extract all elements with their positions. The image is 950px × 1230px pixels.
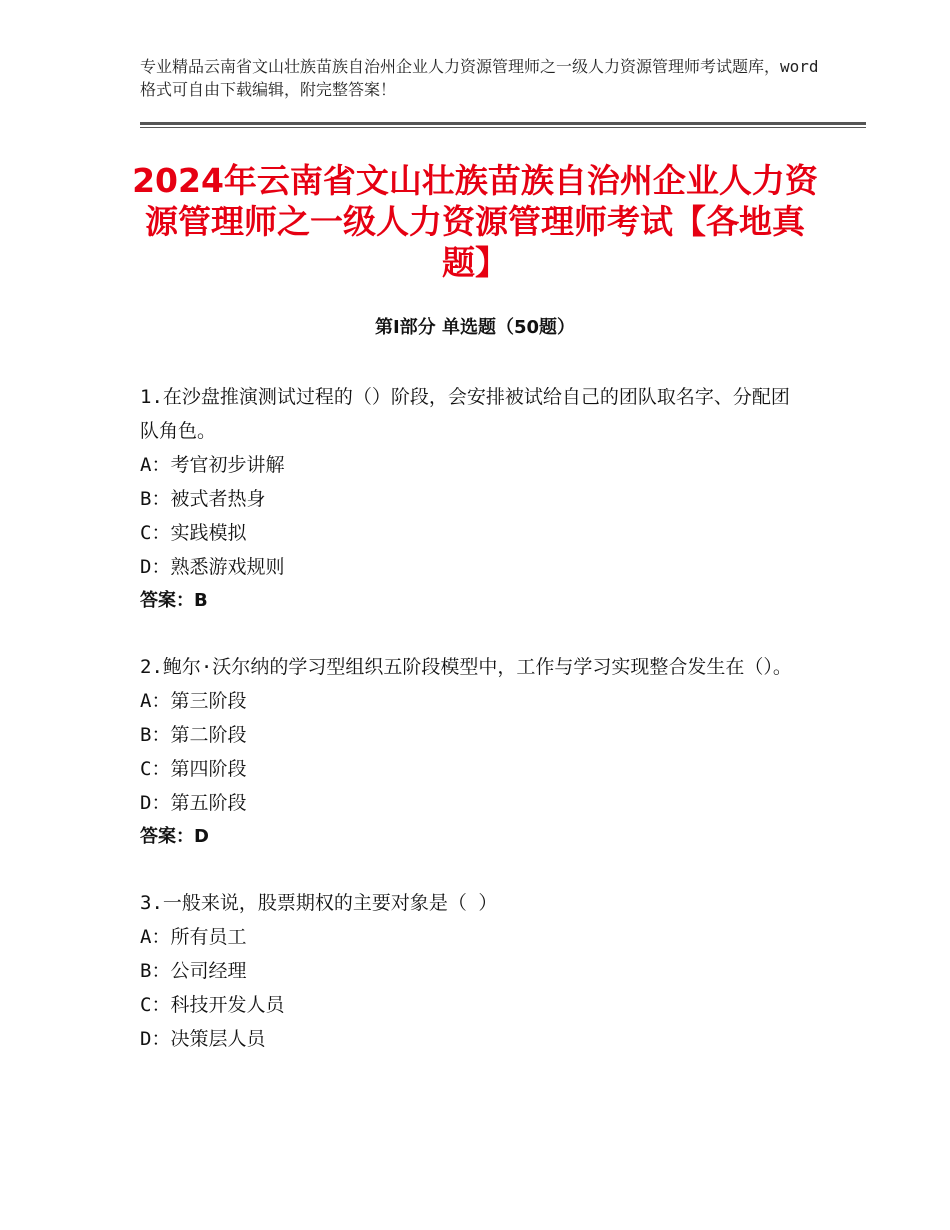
question-stem: 2.鲍尔·沃尔纳的学习型组织五阶段模型中，工作与学习实现整合发生在（）。 — [140, 656, 792, 678]
answer: 答案：D — [140, 826, 209, 847]
document-header-note: 专业精品云南省文山壮族苗族自治州企业人力资源管理师之一级人力资源管理师考试题库，word格式可自由下载编辑，附完整答案！ — [140, 57, 819, 99]
option-a: A：第三阶段 — [140, 690, 247, 712]
question-stem: 1.在沙盘推演测试过程的（）阶段，会安排被试给自己的团队取名字、分配团队角色。 — [140, 386, 790, 442]
option-a: A：所有员工 — [140, 926, 247, 948]
option-b: B：被式者热身 — [140, 488, 266, 510]
question-2 — [140, 650, 800, 854]
option-c: C：科技开发人员 — [140, 994, 285, 1016]
option-c: C：实践模拟 — [140, 522, 247, 544]
document-title: 2024年云南省文山壮族苗族自治州企业人力资源管理师之一级人力资源管理师考试【各地真题】 — [132, 161, 818, 282]
option-b: B：公司经理 — [140, 960, 247, 982]
header-divider-thin — [140, 127, 866, 128]
question-1 — [140, 380, 800, 618]
option-d: D：熟悉游戏规则 — [140, 556, 285, 578]
section-title: 第Ⅰ部分 单选题（50题） — [374, 317, 575, 338]
option-a: A：考官初步讲解 — [140, 454, 285, 476]
question-stem: 3.一般来说，股票期权的主要对象是（ ） — [140, 892, 498, 914]
option-b: B：第二阶段 — [140, 724, 247, 746]
question-list — [140, 380, 800, 1088]
question-3 — [140, 886, 800, 1056]
option-d: D：决策层人员 — [140, 1028, 266, 1050]
option-d: D：第五阶段 — [140, 792, 247, 814]
answer: 答案：B — [140, 590, 208, 611]
option-c: C：第四阶段 — [140, 758, 247, 780]
header-divider — [140, 122, 866, 125]
